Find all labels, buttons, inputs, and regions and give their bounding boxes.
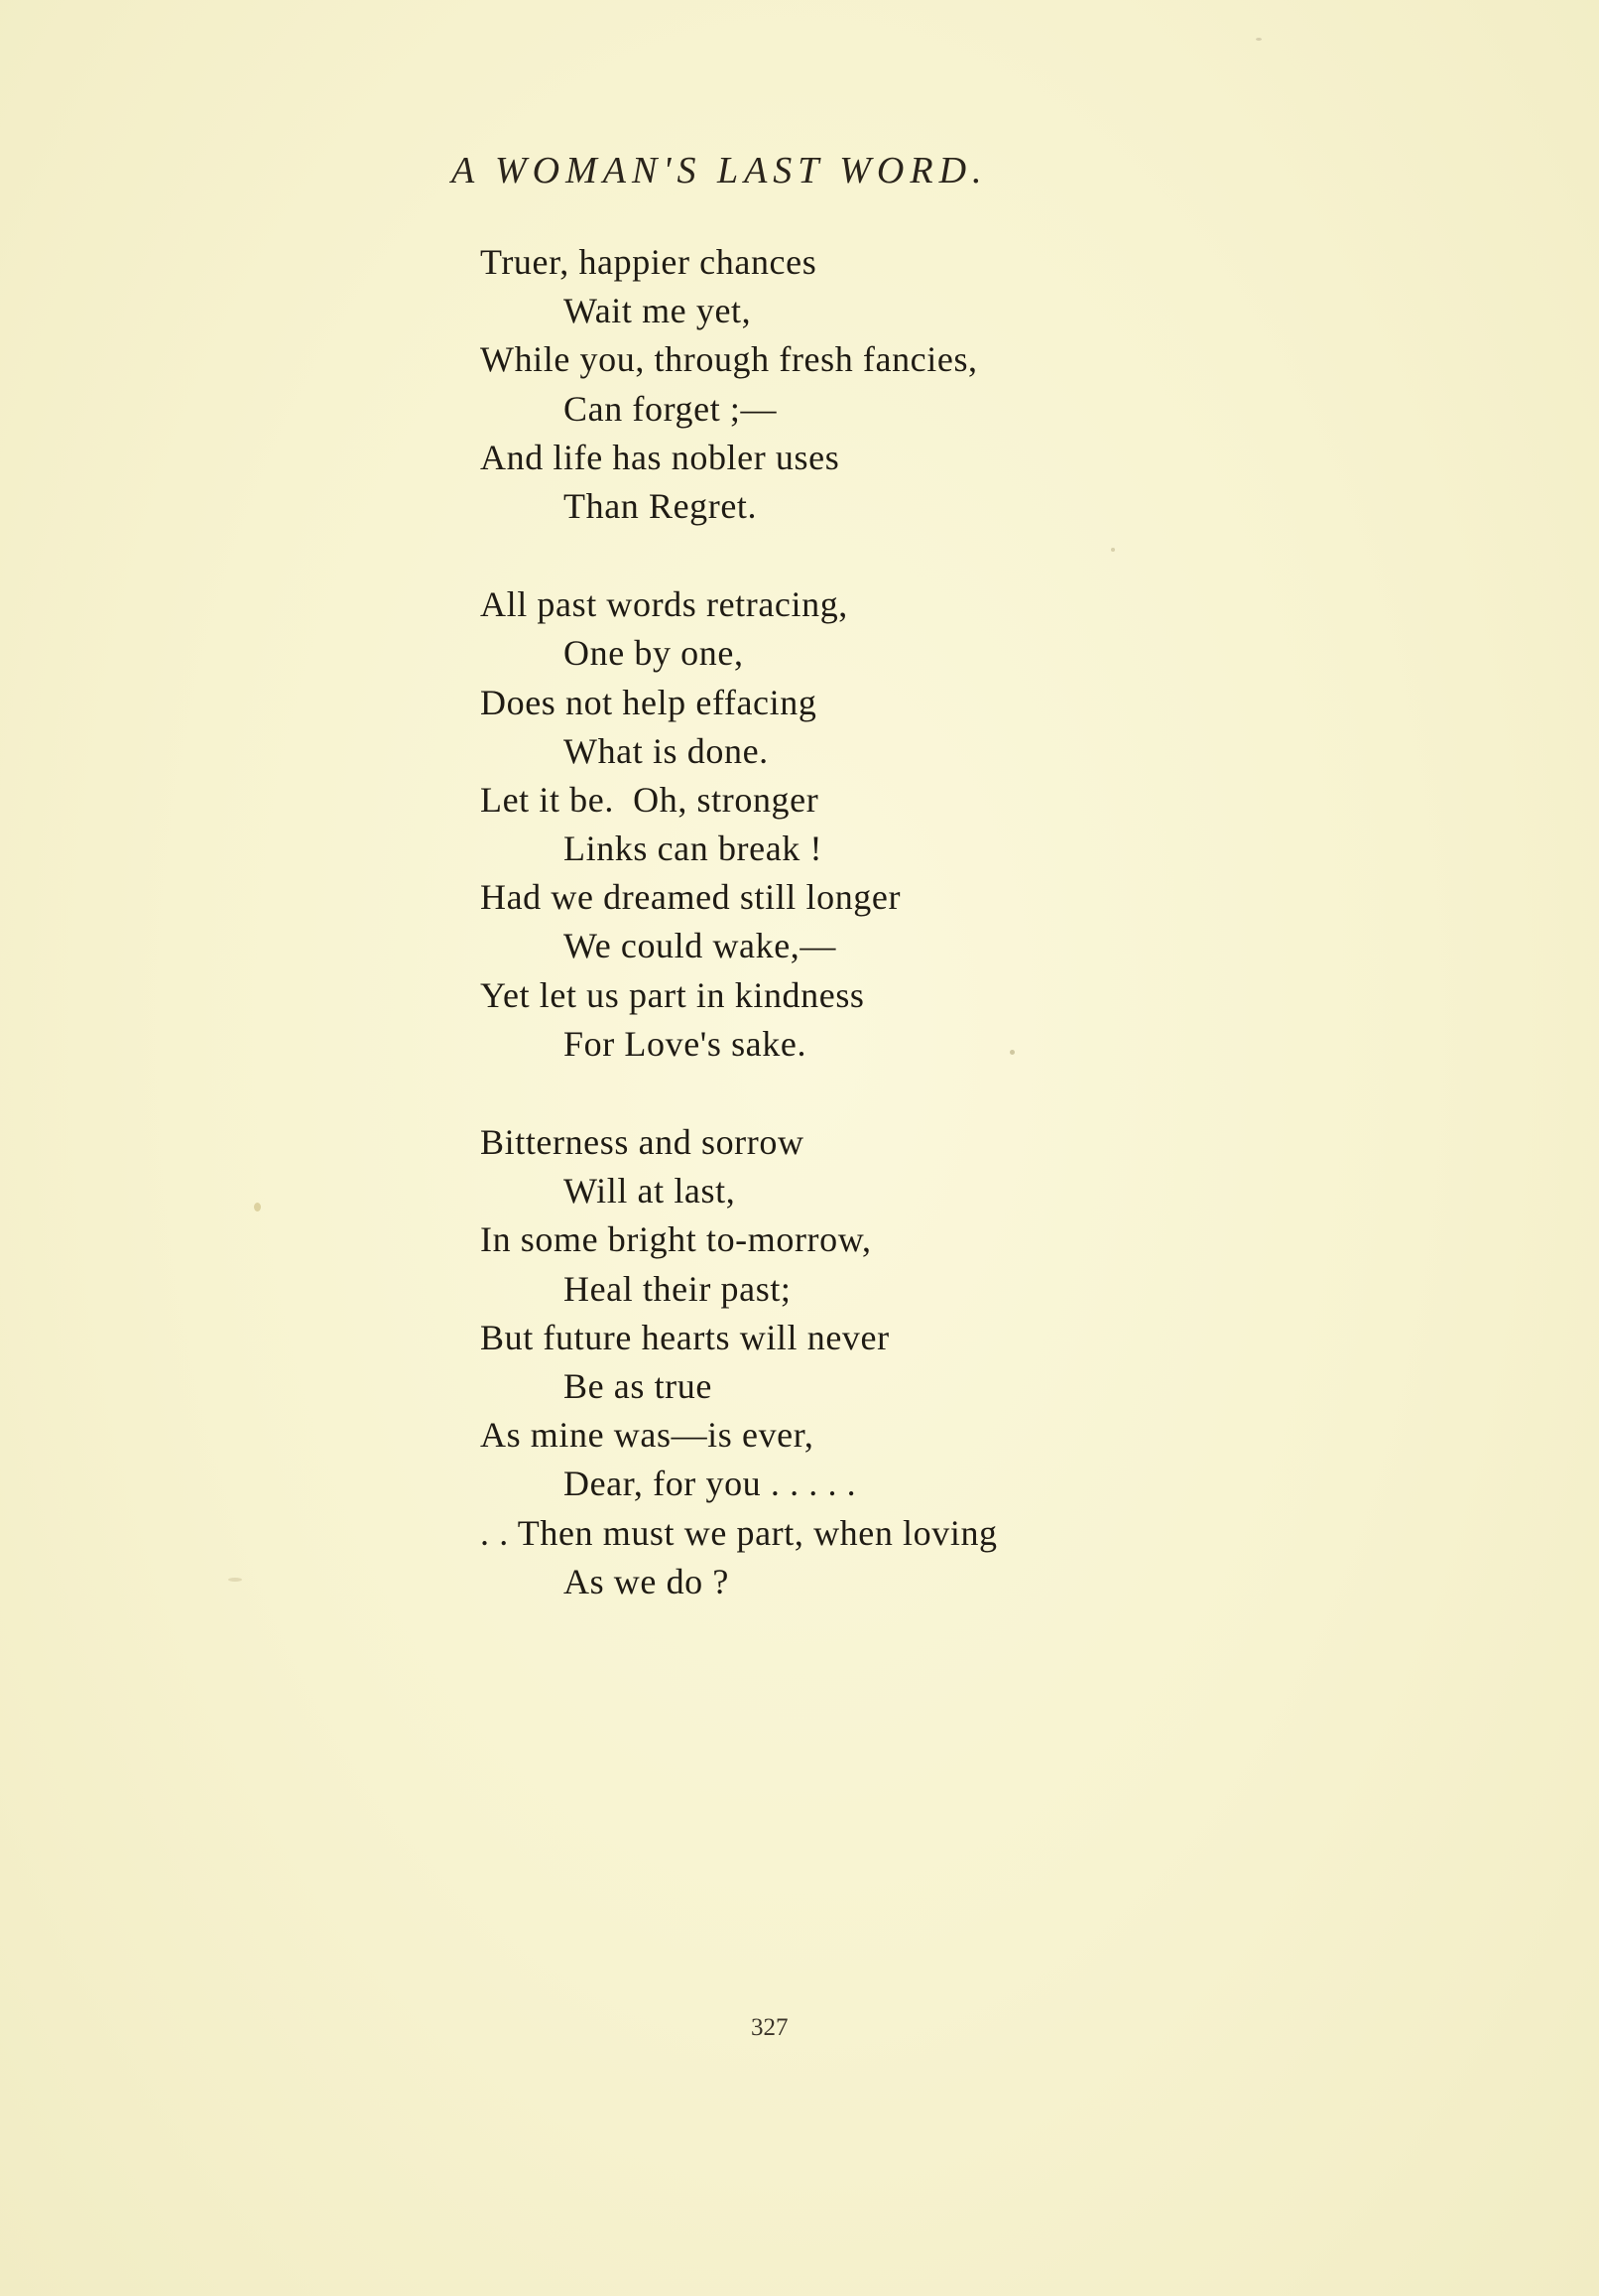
stanza-1: [480, 238, 1234, 531]
paper-speck: [1256, 38, 1262, 41]
poem-line: While you, through fresh fancies,: [480, 339, 978, 380]
poem-line: . . Then must we part, when loving: [480, 1512, 998, 1553]
poem-line: Yet let us part in kindness: [480, 974, 865, 1015]
paper-speck: [254, 1203, 261, 1212]
poem-line: Heal their past;: [563, 1268, 792, 1309]
poem: [480, 238, 1234, 1656]
paper-speck: [1111, 548, 1115, 552]
stanza-2: [480, 580, 1234, 1069]
poem-line: Wait me yet,: [563, 291, 752, 331]
poem-line: Can forget ;—: [563, 388, 778, 429]
poem-line: As mine was—is ever,: [480, 1415, 814, 1456]
poem-line: Bitterness and sorrow: [480, 1122, 804, 1162]
paper-speck: [1010, 1050, 1015, 1055]
poem-line: Be as true: [563, 1365, 712, 1406]
poem-line: Had we dreamed still longer: [480, 877, 902, 918]
page-title: A WOMAN'S LAST WORD.: [451, 150, 988, 191]
paper-speck: [228, 1578, 242, 1582]
poem-line: Does not help effacing: [480, 682, 817, 722]
poem-line: Dear, for you . . . . .: [563, 1464, 857, 1504]
poem-line: Let it be. Oh, stronger: [480, 779, 819, 820]
poem-line: All past words retracing,: [480, 584, 848, 625]
poem-line: Than Regret.: [563, 485, 758, 526]
poem-line: We could wake,—: [563, 926, 837, 966]
poem-line: In some bright to-morrow,: [480, 1219, 872, 1260]
poem-line: What is done.: [563, 730, 769, 771]
poem-line: For Love's sake.: [563, 1023, 807, 1064]
poem-line: As we do ?: [563, 1561, 729, 1601]
poem-line: But future hearts will never: [480, 1317, 890, 1357]
poem-line: Will at last,: [563, 1171, 736, 1212]
poem-line: Links can break !: [563, 829, 823, 869]
stanza-3: [480, 1118, 1234, 1606]
page-number: 327: [751, 2014, 789, 2041]
poem-line: Truer, happier chances: [480, 242, 817, 282]
poem-line: And life has nobler uses: [480, 437, 840, 477]
poem-line: One by one,: [563, 633, 744, 674]
